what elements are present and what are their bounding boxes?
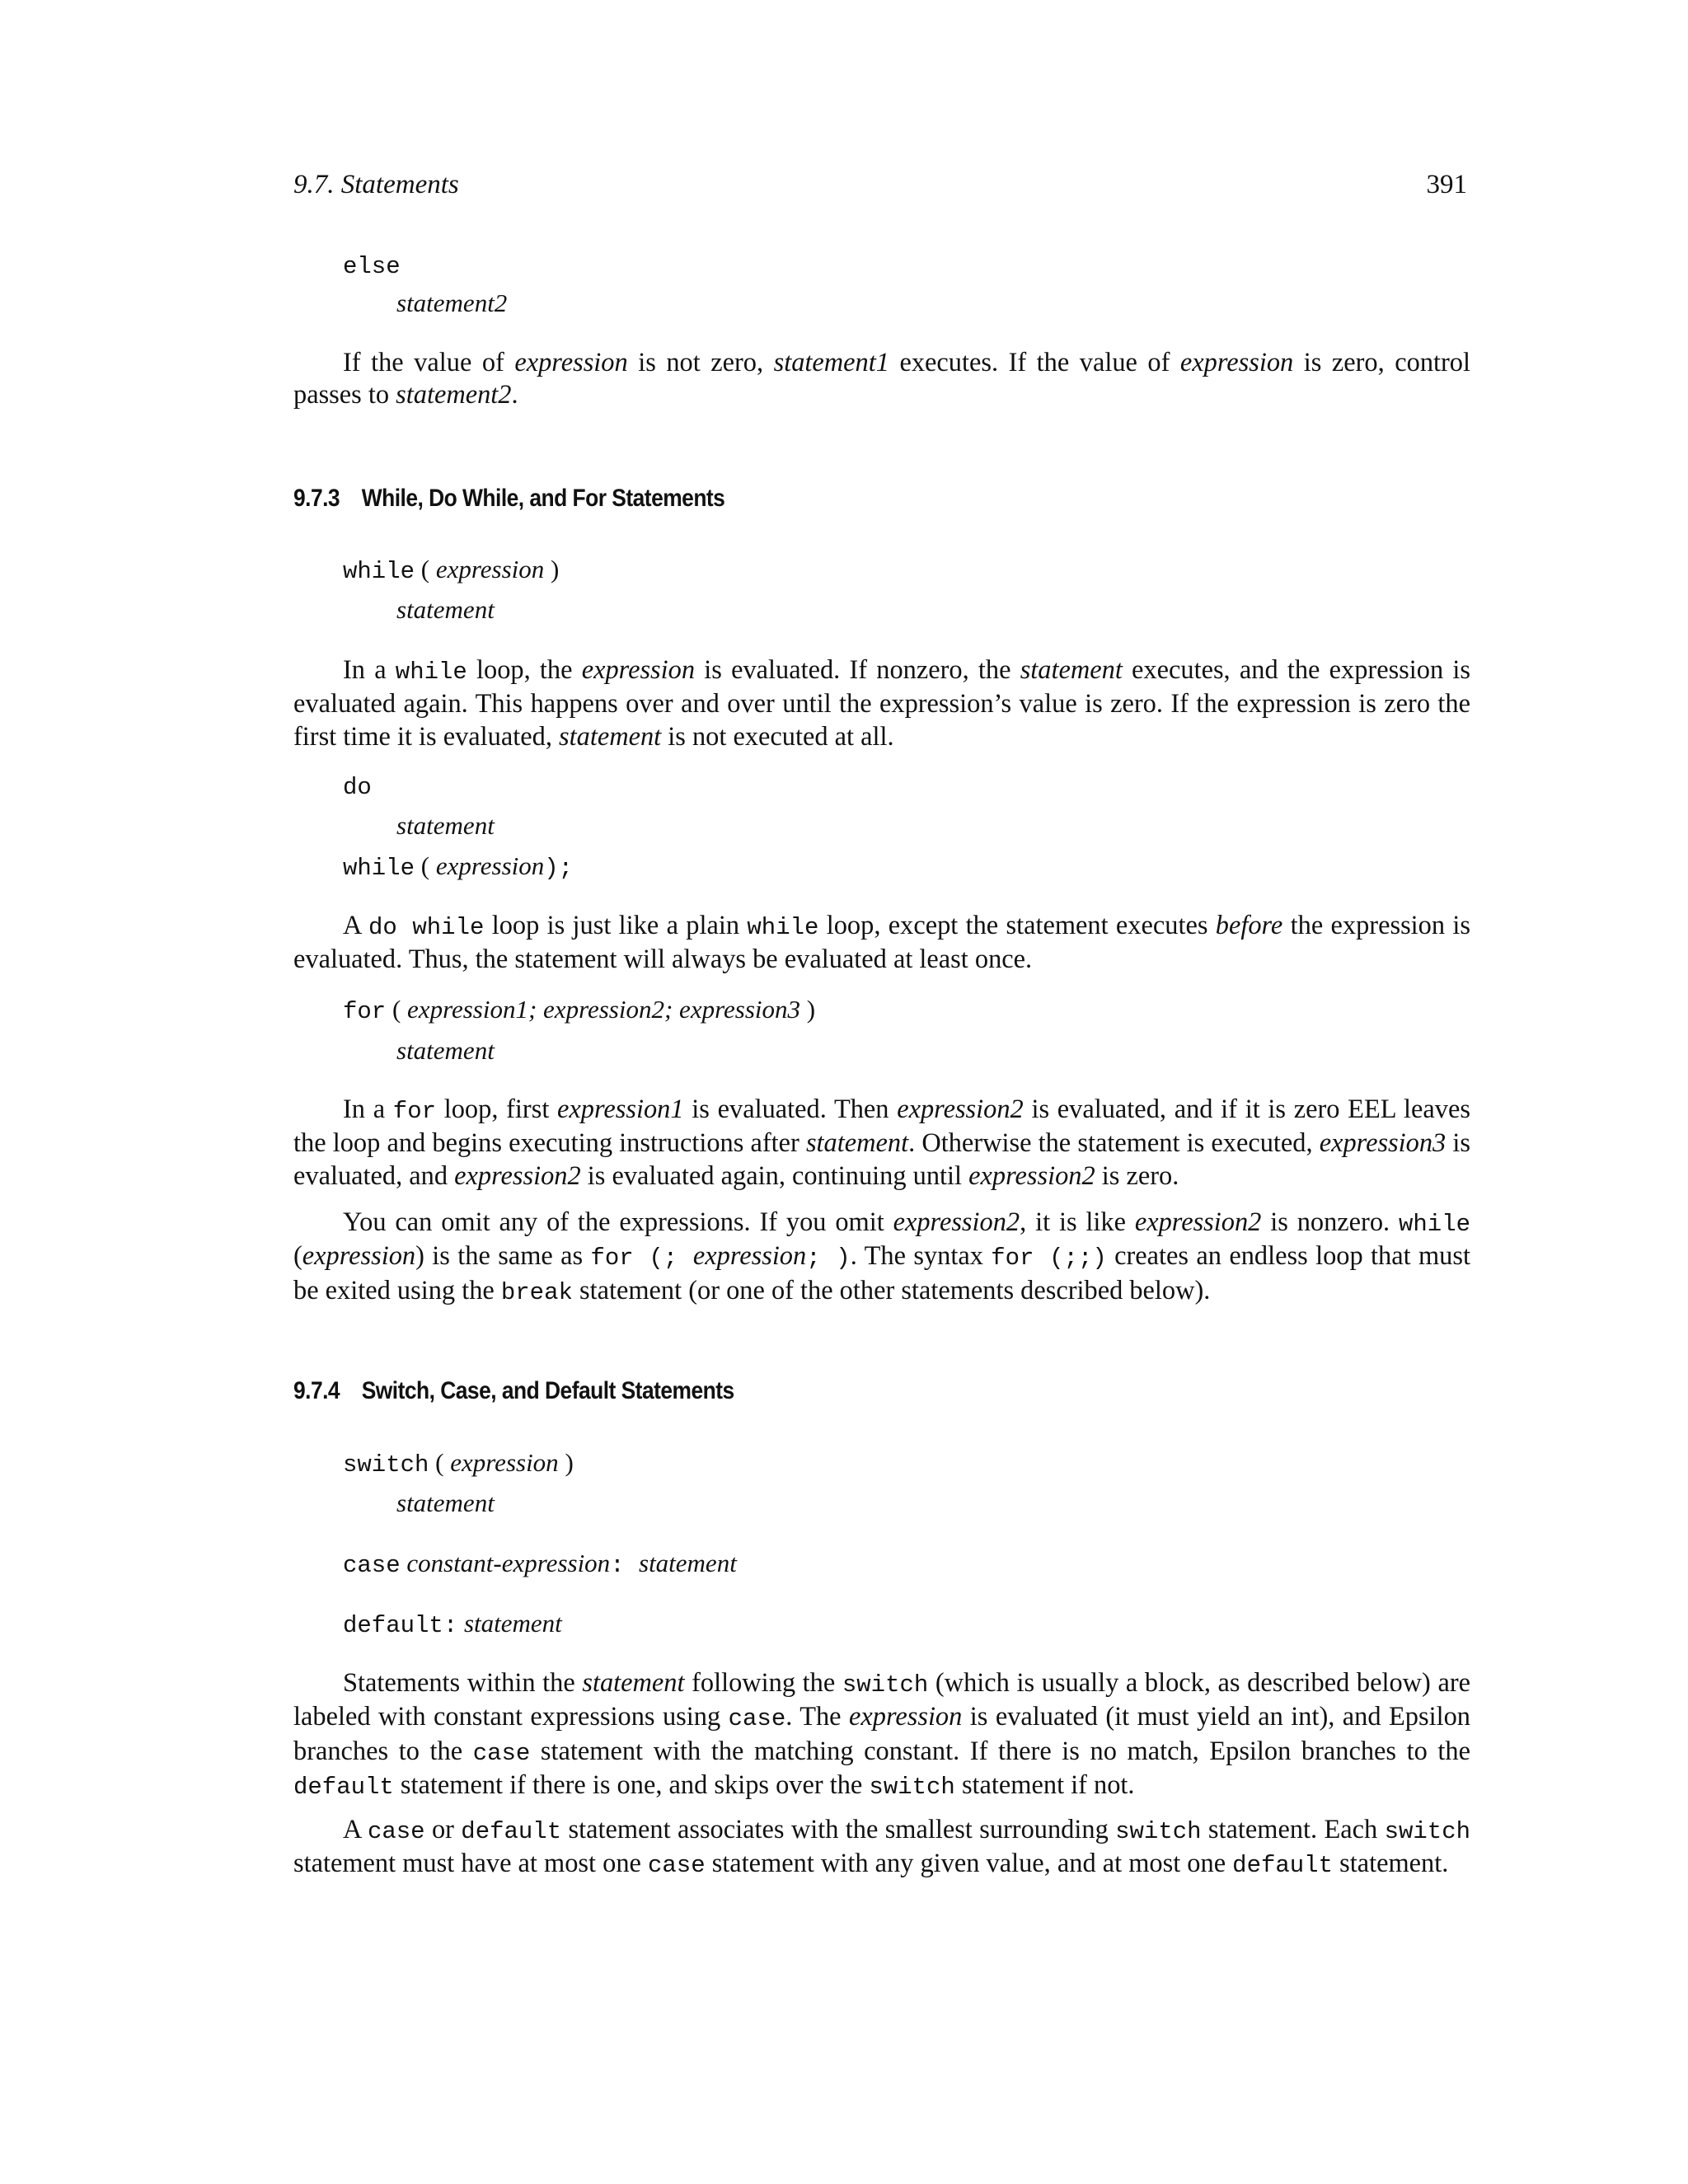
syntax-while-statement: statement: [396, 595, 495, 624]
paragraph-do-while: A do while loop is just like a plain while loop, except the statement executes before the expression is evaluated. Thus, the statement will always be evaluated at least once.: [293, 911, 1470, 975]
syntax-case: case constant-expression: statement: [343, 1549, 737, 1579]
syntax-else-statement: statement2: [396, 288, 508, 317]
syntax-for: for ( expression1; expression2; expression3 ): [343, 995, 816, 1025]
syntax-while: while ( expression ): [343, 555, 560, 585]
page-number: 391: [1426, 170, 1467, 199]
running-head: [293, 168, 1467, 201]
syntax-do: do: [343, 774, 372, 801]
paragraph-case-default: A case or default statement associates with the smallest surrounding switch statement. Each switch statement must have at most one case statement with any given value, and at most one default statement.: [293, 1815, 1470, 1880]
paragraph-for: In a for loop, first expression1 is evaluated. Then expression2 is evaluated, and if it is zero EEL leaves the loop and begins executing instructions after statement. Otherwise the statement is executed, expression3 is evaluated, and expression2 is evaluated again, continuing until expression2 is zero.: [293, 1094, 1471, 1191]
section-heading-9-7-3: 9.7.3 While, Do While, and For Statements: [293, 485, 725, 512]
paragraph-if: If the value of expression is not zero, statement1 executes. If the value of expression is zero, control passes to statement2.: [293, 348, 1470, 410]
syntax-switch-statement: statement: [396, 1488, 495, 1517]
paragraph-while: In a while loop, the expression is evaluated. If nonzero, the statement executes, and the expression is evaluated again. This happens over and over until the expression’s value is zero. If the expression is zero the first time it is evaluated, statement is not executed at all.: [293, 655, 1470, 752]
section-heading-9-7-4: 9.7.4 Switch, Case, and Default Statements: [293, 1377, 734, 1404]
paragraph-omit-expressions: You can omit any of the expressions. If you omit expression2, it is like expression2 is nonzero. while (expression) is the same as for (; expression; ). The syntax for (;;) creates an endless loop that must be exited using the break statement (or one of the other statements described below).: [293, 1207, 1470, 1306]
syntax-do-statement: statement: [396, 811, 495, 840]
syntax-switch: switch ( expression ): [343, 1448, 574, 1479]
syntax-do-while: while ( expression);: [343, 851, 574, 882]
syntax-default: default: statement: [343, 1609, 562, 1639]
syntax-for-statement: statement: [396, 1036, 495, 1065]
running-head-title: 9.7. Statements: [293, 170, 459, 199]
syntax-else: else: [343, 253, 401, 280]
paragraph-switch: Statements within the statement following the switch (which is usually a block, as described below) are labeled with constant expressions using case. The expression is evaluated (it must yield an int), and Epsilon branches to the case statement with the matching constant. If there is no match, Epsilon branches to the default statement if there is one, and skips over the switch statement if not.: [293, 1668, 1470, 1801]
